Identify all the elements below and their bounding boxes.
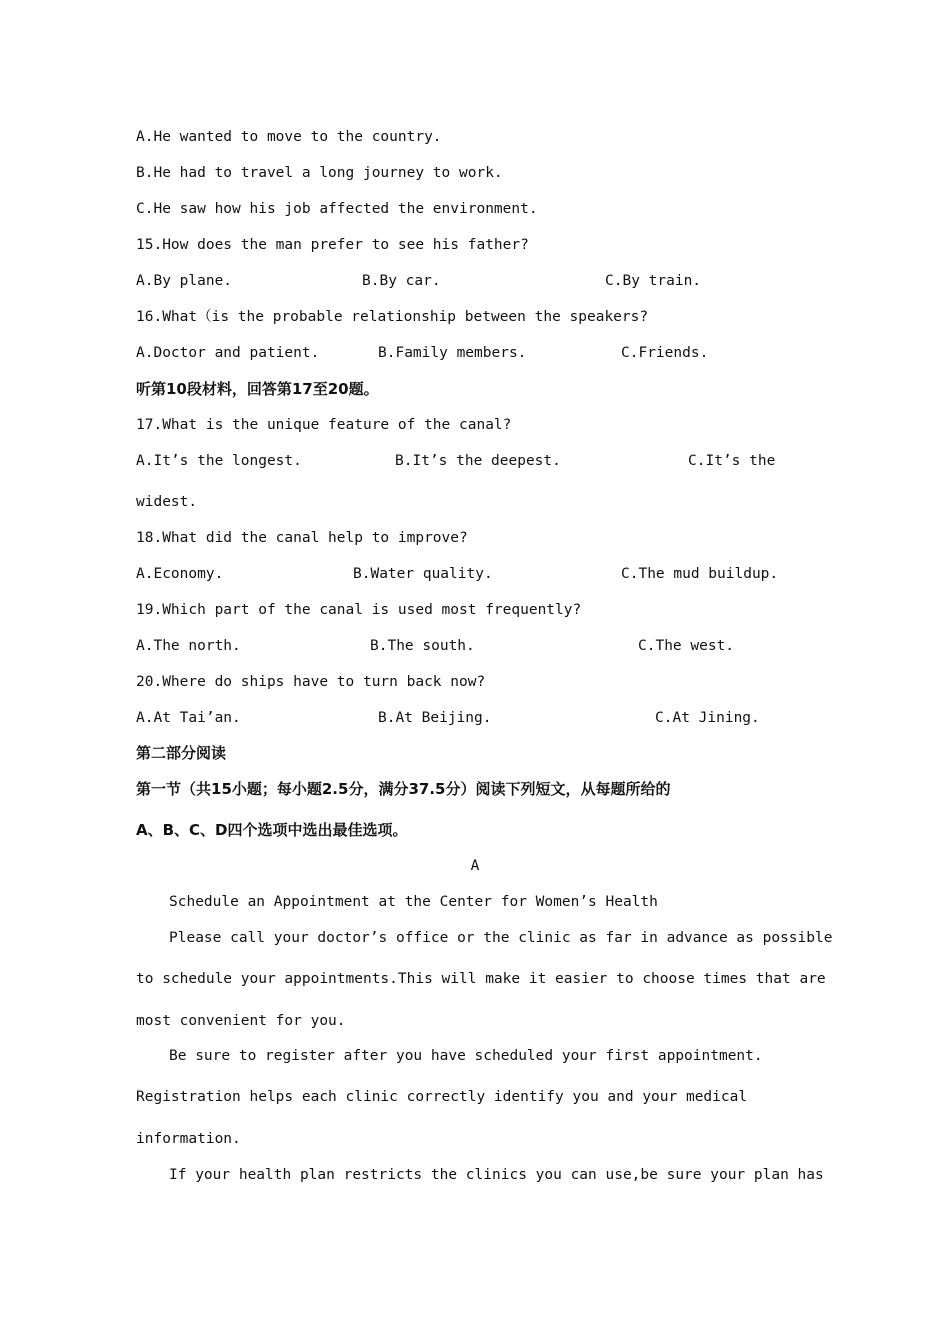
passage-paragraph1-line3: most convenient for you. — [136, 1013, 346, 1029]
passage-paragraph3-line1: If your health plan restricts the clinics you can use,be sure your plan has — [169, 1167, 824, 1183]
q15-option-c: C.By train. — [605, 273, 702, 289]
passage-paragraph2-line2: Registration helps each clinic correctly identify you and your medical — [136, 1089, 748, 1105]
q17-option-c-continued: widest. — [136, 494, 198, 510]
q16-option-c: C.Friends. — [621, 345, 709, 361]
q15-option-b: B.By car. — [362, 273, 441, 289]
part2-heading: 第二部分阅读 — [136, 744, 227, 762]
passage-paragraph1-line2: to schedule your appointments.This will make it easier to choose times that are — [136, 971, 826, 987]
q14-option-b: B.He had to travel a long journey to work. — [136, 165, 503, 181]
q18-option-c: C.The mud buildup. — [621, 566, 779, 582]
section10-heading: 听第10段材料，回答第17至20题。 — [136, 380, 379, 398]
q19-option-b: B.The south. — [370, 638, 475, 654]
passage-paragraph1-line1: Please call your doctor’s office or the clinic as far in advance as possible — [169, 930, 833, 946]
q20-option-c: C.At Jining. — [655, 710, 760, 726]
q16-option-b: B.Family members. — [378, 345, 527, 361]
q15-stem: 15.How does the man prefer to see his father? — [136, 237, 529, 253]
q20-option-b: B.At Beijing. — [378, 710, 492, 726]
q16-option-a: A.Doctor and patient. — [136, 345, 320, 361]
q14-option-c: C.He saw how his job affected the environment. — [136, 201, 538, 217]
passage-title: Schedule an Appointment at the Center for Women’s Health — [169, 894, 658, 910]
part2-instruction-line1: 第一节（共15小题；每小题2.5分，满分37.5分）阅读下列短文，从每题所给的 — [136, 780, 671, 798]
q17-stem: 17.What is the unique feature of the canal? — [136, 417, 512, 433]
q19-stem: 19.Which part of the canal is used most frequently? — [136, 602, 582, 618]
passage-paragraph2-line1: Be sure to register after you have scheduled your first appointment. — [169, 1048, 763, 1064]
q17-option-a: A.It’s the longest. — [136, 453, 302, 469]
q19-option-c: C.The west. — [638, 638, 735, 654]
q20-stem: 20.Where do ships have to turn back now? — [136, 674, 486, 690]
q17-option-c: C.It’s the — [688, 453, 776, 469]
q15-option-a: A.By plane. — [136, 273, 233, 289]
q16-stem: 16.What（is the probable relationship between the speakers? — [136, 309, 649, 325]
part2-instruction-line2: A、B、C、D四个选项中选出最佳选项。 — [136, 821, 408, 839]
q14-option-a: A.He wanted to move to the country. — [136, 129, 442, 145]
q19-option-a: A.The north. — [136, 638, 241, 654]
q20-option-a: A.At Tai’an. — [136, 710, 241, 726]
q18-stem: 18.What did the canal help to improve? — [136, 530, 468, 546]
q18-option-a: A.Economy. — [136, 566, 224, 582]
passage-paragraph2-line3: information. — [136, 1131, 241, 1147]
q18-option-b: B.Water quality. — [353, 566, 493, 582]
passage-letter: A — [470, 858, 480, 874]
q17-option-b: B.It’s the deepest. — [395, 453, 561, 469]
